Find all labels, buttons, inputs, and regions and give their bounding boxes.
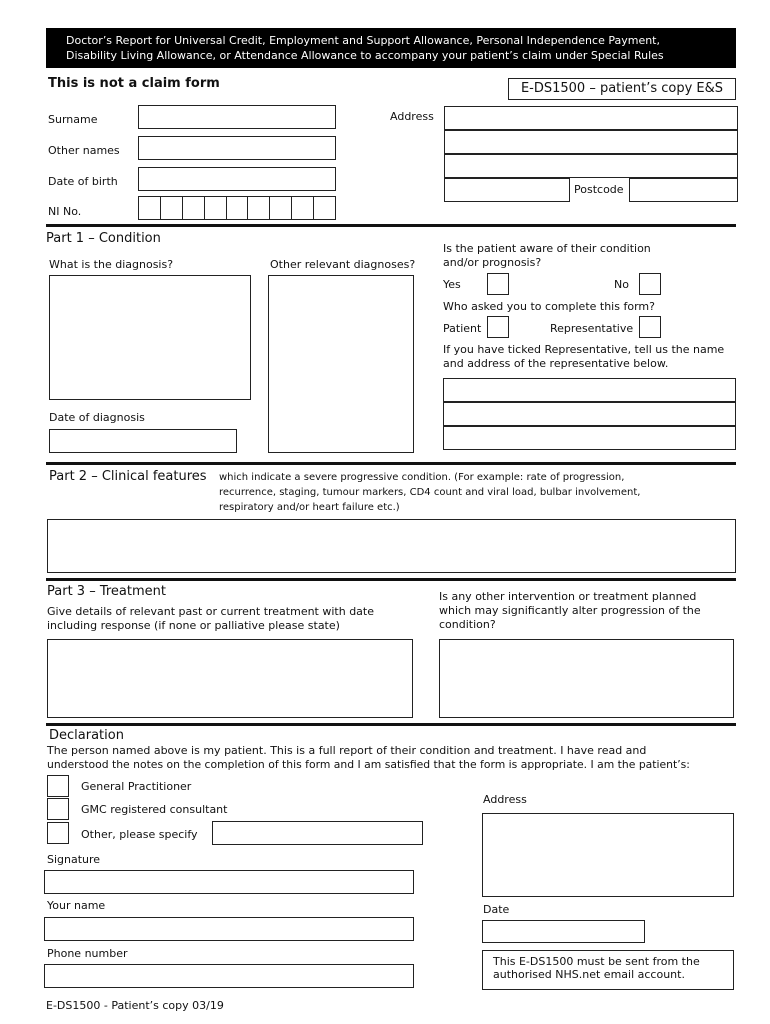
other-names-label: Other names (48, 144, 120, 157)
date-diagnosis-field[interactable] (49, 429, 237, 453)
part3-title: Part 3 – Treatment (47, 584, 166, 599)
divider (46, 578, 736, 581)
address-line-3[interactable] (444, 154, 738, 178)
divider (46, 224, 736, 227)
gmc-label: GMC registered consultant (81, 803, 228, 816)
not-claim-notice: This is not a claim form (48, 76, 220, 91)
signature-label: Signature (47, 853, 101, 866)
treatment-right-2: which may significantly alter progression of the (439, 604, 701, 617)
declaration-address-label: Address (483, 793, 527, 806)
representative-label: Representative (550, 322, 634, 335)
dob-label: Date of birth (48, 175, 118, 188)
treatment-details-field[interactable] (47, 639, 413, 718)
nhs-notice-line-1: This E-DS1500 must be sent from the (493, 955, 700, 968)
banner-line-1: Doctor’s Report for Universal Credit, Employment and Support Allowance, Personal Independence Payment, (66, 34, 660, 47)
other-specify-field[interactable] (212, 821, 423, 845)
address-line-4[interactable] (444, 178, 570, 202)
part2-desc-2: recurrence, staging, tumour markers, CD4 count and viral load, bulbar involvement, (219, 487, 641, 498)
address-line-1[interactable] (444, 106, 738, 130)
divider (46, 723, 736, 726)
ni-label: NI No. (48, 205, 82, 218)
aware-question-2: and/or prognosis? (443, 256, 542, 269)
planned-intervention-field[interactable] (439, 639, 734, 718)
part2-desc-3: respiratory and/or heart failure etc.) (219, 502, 400, 513)
patient-label: Patient (443, 322, 482, 335)
part2-title: Part 2 – Clinical features (49, 469, 207, 484)
date-diagnosis-label: Date of diagnosis (49, 411, 145, 424)
other-checkbox[interactable] (47, 822, 69, 844)
representative-checkbox[interactable] (639, 316, 661, 338)
declaration-text-1: The person named above is my patient. This is a full report of their condition and treatment. I have read and (47, 744, 647, 757)
address-line-2[interactable] (444, 130, 738, 154)
postcode-field[interactable] (629, 178, 738, 202)
declaration-address-field[interactable] (482, 813, 734, 897)
phone-field[interactable] (44, 964, 414, 988)
no-checkbox[interactable] (639, 273, 661, 295)
treatment-left-2: including response (if none or palliative please state) (47, 619, 340, 632)
other-diagnoses-label: Other relevant diagnoses? (270, 258, 416, 271)
rep-note-2: and address of the representative below. (443, 357, 669, 370)
surname-field[interactable] (138, 105, 336, 129)
patient-checkbox[interactable] (487, 316, 509, 338)
postcode-label: Postcode (574, 183, 624, 196)
other-label: Other, please specify (81, 828, 198, 841)
dob-field[interactable] (138, 167, 336, 191)
declaration-title: Declaration (49, 728, 124, 743)
gp-label: General Practitioner (81, 780, 192, 793)
rep-note-1: If you have ticked Representative, tell us the name (443, 343, 725, 356)
who-asked-label: Who asked you to complete this form? (443, 300, 655, 313)
nhs-notice-line-2: authorised NHS.net email account. (493, 968, 685, 981)
date-label: Date (483, 903, 510, 916)
diagnosis-field[interactable] (49, 275, 251, 400)
address-label: Address (390, 110, 434, 123)
other-names-field[interactable] (138, 136, 336, 160)
yes-checkbox[interactable] (487, 273, 509, 295)
phone-label: Phone number (47, 947, 128, 960)
header-banner (46, 28, 736, 68)
clinical-features-field[interactable] (47, 519, 736, 573)
gp-checkbox[interactable] (47, 775, 69, 797)
rep-line-3[interactable] (443, 426, 736, 450)
surname-label: Surname (48, 113, 98, 126)
footer: E-DS1500 - Patient’s copy 03/19 (46, 999, 224, 1012)
gmc-checkbox[interactable] (47, 798, 69, 820)
treatment-right-1: Is any other intervention or treatment planned (439, 590, 697, 603)
your-name-label: Your name (47, 899, 106, 912)
form-code: E-DS1500 – patient’s copy E&S (508, 78, 736, 100)
nhs-notice (482, 950, 734, 990)
yes-label: Yes (443, 278, 461, 291)
signature-field[interactable] (44, 870, 414, 894)
diagnosis-label: What is the diagnosis? (49, 258, 174, 271)
rep-line-1[interactable] (443, 378, 736, 402)
your-name-field[interactable] (44, 917, 414, 941)
other-diagnoses-field[interactable] (268, 275, 414, 453)
treatment-right-3: condition? (439, 618, 496, 631)
banner-line-2: Disability Living Allowance, or Attendance Allowance to accompany your patient’s claim under Special Rules (66, 49, 664, 62)
part2-desc-1: which indicate a severe progressive condition. (For example: rate of progression, (219, 472, 625, 483)
ni-number-field[interactable] (138, 196, 336, 220)
declaration-text-2: understood the notes on the completion of this form and I am satisfied that the form is appropriate. I am the patient’s: (47, 758, 690, 771)
no-label: No (614, 278, 629, 291)
divider (46, 462, 736, 465)
treatment-left-1: Give details of relevant past or current treatment with date (47, 605, 375, 618)
rep-line-2[interactable] (443, 402, 736, 426)
part1-title: Part 1 – Condition (46, 231, 161, 246)
aware-question-1: Is the patient aware of their condition (443, 242, 651, 255)
date-field[interactable] (482, 920, 645, 943)
